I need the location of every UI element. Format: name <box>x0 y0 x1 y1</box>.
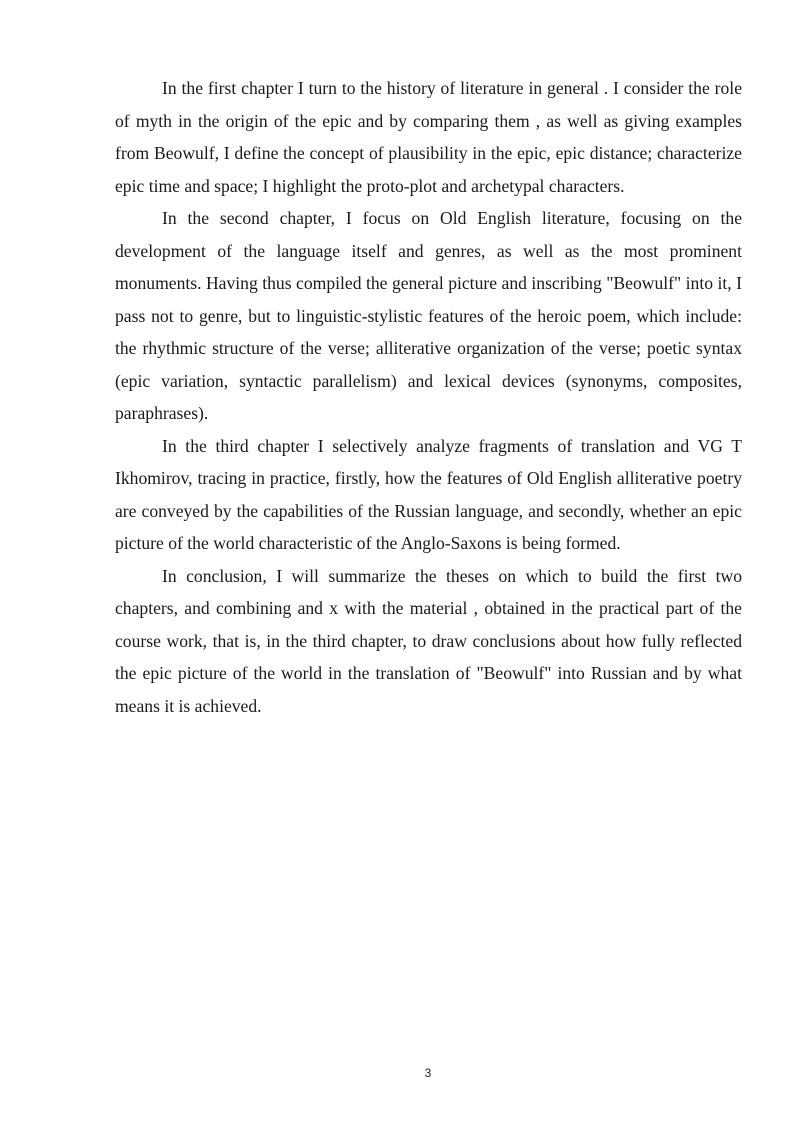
page-number: 3 <box>424 1066 432 1080</box>
paragraph-conclusion: In conclusion, I will summarize the theses on which to build the first two chapters, and combining and x with the material , obtained in the practical part of the course work, that is, in the third chapter, to draw conclusions about how fully reflected the epic picture of the world in the translation of "Beowulf" into Russian and by what means it is achieved. <box>115 565 742 716</box>
body-text <box>115 72 742 722</box>
paragraph-third-chapter: In the third chapter I selectively analyze fragments of translation and VG T Ikhomirov, tracing in practice, firstly, how the features of Old English alliterative poetry are conveyed by the capabilities of the Russian language, and secondly, whether an epic picture of the world characteristic of the Anglo-Saxons is being formed. <box>115 435 742 553</box>
paragraph-second-chapter: In the second chapter, I focus on Old English literature, focusing on the development of the language itself and genres, as well as the most prominent monuments. Having thus compiled the general picture and inscribing "Beowulf" into it, I pass not to genre, but to linguistic-stylistic features of the heroic poem, which include: the rhythmic structure of the verse; alliterative organization of the verse; poetic syntax (epic variation, syntactic parallelism) and lexical devices (synonyms, composites, paraphrases). <box>115 208 742 423</box>
paragraph-first-chapter: In the first chapter I turn to the history of literature in general . I consider the role of myth in the origin of the epic and by comparing them , as well as giving examples from Beowulf, I define the concept of plausibility in the epic, epic distance; characterize epic time and space; I highlight the proto-plot and archetypal characters. <box>115 78 742 196</box>
